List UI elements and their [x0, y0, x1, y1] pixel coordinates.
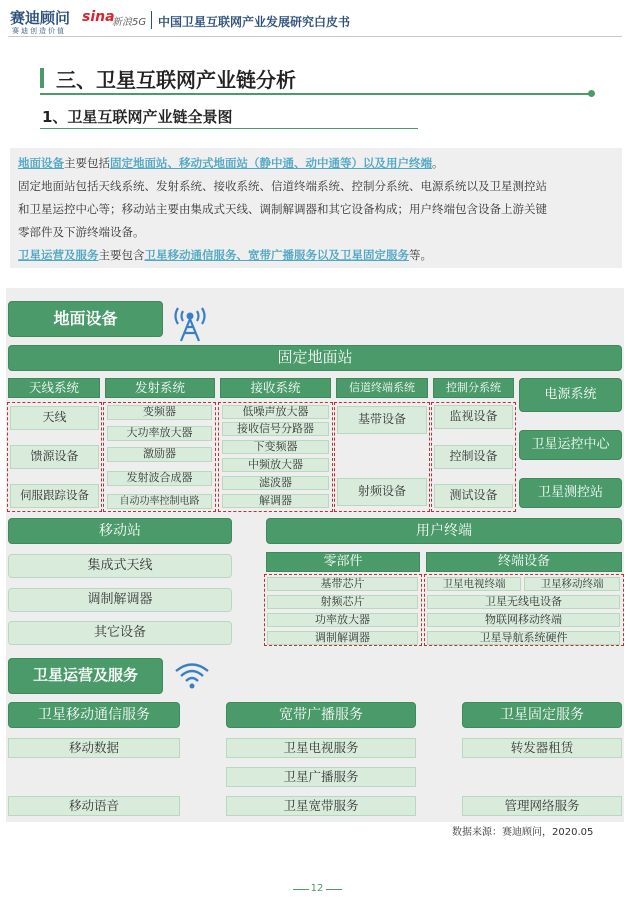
subsystem-transmit: 发射系统 [105, 378, 215, 398]
header [0, 0, 630, 40]
user-terminal: 用户终端 [266, 518, 622, 544]
intro-line-3: 和卫星运控中心等；移动站主要由集成式天线、调制解调器和其它设备构成；用户终端包含设备上游关键 [18, 202, 547, 216]
parts-item: 调制解调器 [267, 631, 418, 645]
mobile-item: 集成式天线 [8, 554, 232, 578]
subsystem-channel-terminal: 信道终端系统 [336, 378, 428, 398]
header-rule [8, 36, 622, 37]
intro-line-5: 卫星运营及服务主要包含卫星移动通信服务、宽带广播服务以及卫星固定服务等。 [18, 248, 432, 262]
fixed-ground-station: 固定地面站 [8, 345, 622, 371]
section-title: 三、卫星互联网产业链分析 [56, 68, 296, 92]
parts-item: 基带芯片 [267, 577, 418, 591]
broadband-svc-item: 卫星电视服务 [226, 738, 416, 758]
tx-item: 变频器 [107, 405, 212, 420]
satellite-ops-center: 卫星运控中心 [519, 430, 622, 460]
feed-equipment-item: 馈源设备 [10, 445, 99, 469]
ops-services-title: 卫星运营及服务 [8, 658, 163, 694]
terminal-item: 卫星无线电设备 [427, 595, 620, 609]
intro-line-2: 固定地面站包括天线系统、发射系统、接收系统、信道终端系统、控制分系统、电源系统以及卫星测控站 [18, 179, 547, 193]
servo-tracking-item: 伺服跟踪设备 [10, 484, 99, 508]
mobile-station: 移动站 [8, 518, 232, 544]
parts-item: 射频芯片 [267, 595, 418, 609]
page-number: 12 [310, 883, 324, 894]
section-subtitle: 1、卫星互联网产业链全景图 [42, 108, 233, 126]
wifi-icon [172, 660, 212, 690]
ground-equipment-title: 地面设备 [8, 301, 163, 337]
rf-equipment: 射频设备 [337, 478, 427, 506]
intro-line-4: 零部件及下游终端设备。 [18, 225, 145, 239]
subsystem-receive: 接收系统 [220, 378, 331, 398]
header-divider [151, 11, 152, 29]
tx-item: 自动功率控制电路 [107, 494, 212, 509]
antenna-tower-icon [170, 300, 210, 342]
satellite-tt-station: 卫星测控站 [519, 478, 622, 508]
page-number-rule [293, 889, 309, 890]
data-source: 数据来源：赛迪顾问，2020.05 [452, 827, 594, 838]
tx-item: 大功率放大器 [107, 426, 212, 441]
fixed-svc-item: 转发器租赁 [462, 738, 622, 758]
rx-item: 下变频器 [222, 440, 329, 454]
terminal-item: 物联网移动终端 [427, 613, 620, 627]
mobile-comm-service: 卫星移动通信服务 [8, 702, 180, 728]
intro-box [10, 148, 622, 268]
section-title-bar [40, 64, 592, 92]
rx-item: 接收信号分路器 [222, 422, 329, 436]
baseband-equipment: 基带设备 [337, 406, 427, 434]
power-system: 电源系统 [519, 378, 622, 412]
tx-item: 发射波合成器 [107, 471, 212, 486]
rx-item: 滤波器 [222, 476, 329, 490]
fixed-satellite-service: 卫星固定服务 [462, 702, 622, 728]
logo-text: 赛迪顾问 [10, 9, 71, 27]
terminal-item: 卫星导航系统硬件 [427, 631, 620, 645]
rx-item: 低噪声放大器 [222, 405, 329, 419]
parts-title: 零部件 [266, 552, 420, 572]
subsystem-control: 控制分系统 [433, 378, 514, 398]
parts-item: 功率放大器 [267, 613, 418, 627]
test-equipment: 测试设备 [434, 484, 513, 508]
control-equipment: 控制设备 [434, 445, 513, 469]
terminal-item: 卫星电视终端 [427, 577, 521, 591]
mobile-svc-item: 移动语音 [8, 796, 180, 816]
broadband-svc-item: 卫星广播服务 [226, 767, 416, 787]
subsystem-antenna: 天线系统 [8, 378, 100, 398]
monitor-equipment: 监视设备 [434, 405, 513, 429]
tx-item: 激励器 [107, 447, 212, 462]
broadband-svc-item: 卫星宽带服务 [226, 796, 416, 816]
logo-subtext: 赛迪创造价值 [12, 27, 66, 35]
antenna-item: 天线 [10, 406, 99, 430]
sina-logo: sina [82, 9, 115, 25]
rx-item: 解调器 [222, 494, 329, 508]
mobile-svc-item: 移动数据 [8, 738, 180, 758]
rx-item: 中频放大器 [222, 458, 329, 472]
intro-line-1: 地面设备主要包括固定地面站、移动式地面站（静中通、动中通等）以及用户终端。 [18, 156, 444, 170]
doc-title: 中国卫星互联网产业发展研究白皮书 [158, 15, 351, 29]
terminal-item: 卫星移动终端 [524, 577, 620, 591]
mobile-item: 其它设备 [8, 621, 232, 645]
terminal-equipment-title: 终端设备 [426, 552, 622, 572]
fixed-svc-item: 管理网络服务 [462, 796, 622, 816]
broadband-service: 宽带广播服务 [226, 702, 416, 728]
mobile-item: 调制解调器 [8, 588, 232, 612]
sina-5g-label: 新浪5G [112, 17, 147, 28]
